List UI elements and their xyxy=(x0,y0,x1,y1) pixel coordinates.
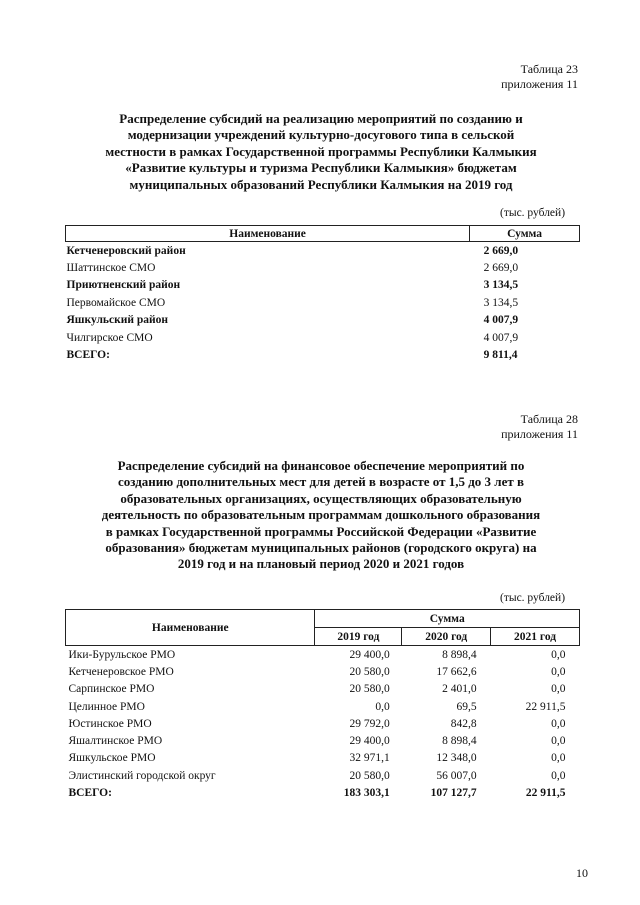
row-2020: 56 007,0 xyxy=(436,769,477,782)
table28-title-line: Распределение субсидий на финансовое обеспечение мероприятий по xyxy=(117,458,525,473)
table-row xyxy=(66,242,580,260)
row-name: ВСЕГО: xyxy=(68,787,112,800)
row-2021: 0,0 xyxy=(551,752,566,765)
table28-title-line: 2019 год и на плановый период 2020 и 2021 годов xyxy=(177,556,465,572)
table-row xyxy=(66,646,580,664)
row-name: Яшалтинское РМО xyxy=(68,735,163,748)
row-sum: 2 669,0 xyxy=(483,262,519,275)
table23-reference xyxy=(501,62,578,92)
table-row xyxy=(66,715,580,732)
table-row xyxy=(66,698,580,715)
row-sum: 4 007,9 xyxy=(483,331,519,344)
table23-title-line: «Развитие культуры и туризма Республики Калмыкия» бюджетам xyxy=(125,160,517,176)
table-row-total xyxy=(66,784,580,801)
table-row xyxy=(66,277,580,294)
row-name: Кетченеровское РМО xyxy=(68,665,174,678)
row-2020: 2 401,0 xyxy=(442,683,477,696)
row-name: Элистинский городской округ xyxy=(68,769,216,782)
row-2020: 69,5 xyxy=(456,700,477,713)
row-2020: 8 898,4 xyxy=(442,735,477,748)
row-name: Сарпинское РМО xyxy=(68,683,155,696)
table23-title-line: Распределение субсидий на реализацию мероприятий по созданию и xyxy=(119,111,523,126)
table28-appendix: приложения 11 xyxy=(501,427,578,441)
table28-title-line: деятельность по образовательным программам дошкольного образования xyxy=(101,507,541,523)
table-row-total xyxy=(66,346,580,363)
table28-title-line: образования» бюджетам муниципальных районов (городского округа) на xyxy=(105,540,537,556)
row-name: Шаттинское СМО xyxy=(66,262,156,275)
table23-number: Таблица 23 xyxy=(520,62,578,76)
row-2021: 0,0 xyxy=(551,665,566,678)
row-2020: 107 127,7 xyxy=(430,787,477,800)
row-2021: 0,0 xyxy=(551,683,566,696)
row-2020: 842,8 xyxy=(450,717,477,730)
table28-header-2020: 2020 год xyxy=(402,628,491,646)
table28-units: (тыс. рублей) xyxy=(500,592,566,604)
row-2019: 20 580,0 xyxy=(349,665,390,678)
table23-title-line: модернизации учреждений культурно-досугового типа в сельской xyxy=(127,127,515,143)
row-sum: 9 811,4 xyxy=(483,349,518,362)
row-name: Целинное РМО xyxy=(68,700,145,713)
table23-title-line: местности в рамках Государственной программы Республики Калмыкия xyxy=(105,143,537,159)
row-sum: 3 134,5 xyxy=(483,296,519,309)
row-2019: 29 400,0 xyxy=(349,735,390,748)
table23-title-line: муниципальных образований Республики Калмыкия на 2019 год xyxy=(129,176,513,192)
row-name: Чилгирское СМО xyxy=(66,331,153,344)
row-2020: 17 662,6 xyxy=(436,665,477,678)
table-row xyxy=(66,750,580,767)
table-row xyxy=(66,312,580,329)
table-row xyxy=(66,767,580,784)
row-2019: 20 580,0 xyxy=(349,769,390,782)
row-2019: 29 400,0 xyxy=(349,648,390,661)
table28-header-sum: Сумма xyxy=(315,610,580,628)
row-2019: 20 580,0 xyxy=(349,683,390,696)
row-name: ВСЕГО: xyxy=(66,349,110,362)
row-sum: 4 007,9 xyxy=(483,314,519,327)
row-name: Юстинское РМО xyxy=(68,717,152,730)
page-number: 10 xyxy=(576,866,588,880)
table23-units: (тыс. рублей) xyxy=(500,207,566,219)
row-2021: 0,0 xyxy=(551,717,566,730)
row-name: Яшкульское РМО xyxy=(68,752,156,765)
table-row xyxy=(66,732,580,749)
row-2020: 8 898,4 xyxy=(442,648,477,661)
row-2021: 0,0 xyxy=(551,769,566,782)
row-sum: 3 134,5 xyxy=(483,279,519,292)
table28-header-2019: 2019 год xyxy=(315,628,402,646)
table-row xyxy=(66,294,580,311)
table28-header-2021: 2021 год xyxy=(491,628,580,646)
table-row xyxy=(66,681,580,698)
row-2019: 32 971,1 xyxy=(349,752,390,765)
table28 xyxy=(65,609,580,802)
row-2021: 0,0 xyxy=(551,735,566,748)
table28-reference xyxy=(501,412,578,442)
table28-title-line: созданию дополнительных мест для детей в возрасте от 1,5 до 3 лет в xyxy=(117,474,525,490)
table28-header-name: Наименование xyxy=(66,610,315,646)
row-name: Ики-Бурульское РМО xyxy=(68,648,176,661)
table-row xyxy=(66,259,580,276)
table28-number: Таблица 28 xyxy=(520,412,578,426)
row-2021: 22 911,5 xyxy=(525,787,566,800)
row-2019: 29 792,0 xyxy=(349,717,390,730)
table23-header-sum: Сумма xyxy=(470,226,580,242)
row-name: Приютненский район xyxy=(66,279,181,292)
table28-title-line: в рамках Государственной программы Российской Федерации «Развитие xyxy=(105,523,537,539)
row-2019: 0,0 xyxy=(375,700,390,713)
table23 xyxy=(65,225,580,364)
table-row xyxy=(66,663,580,680)
table28-title-line: образовательных организациях, осуществляющих образовательную xyxy=(120,490,522,506)
table23-title xyxy=(40,111,602,193)
row-2021: 0,0 xyxy=(551,648,566,661)
table-row xyxy=(66,329,580,346)
row-2020: 12 348,0 xyxy=(436,752,477,765)
row-name: Первомайское СМО xyxy=(66,296,166,309)
row-sum: 2 669,0 xyxy=(483,244,519,257)
row-name: Яшкульский район xyxy=(66,314,168,327)
row-name: Кетченеровский район xyxy=(66,244,186,257)
table23-header-name: Наименование xyxy=(66,226,470,242)
row-2019: 183 303,1 xyxy=(343,787,390,800)
table28-title xyxy=(40,458,602,573)
table23-appendix: приложения 11 xyxy=(501,77,578,91)
row-2021: 22 911,5 xyxy=(525,700,566,713)
